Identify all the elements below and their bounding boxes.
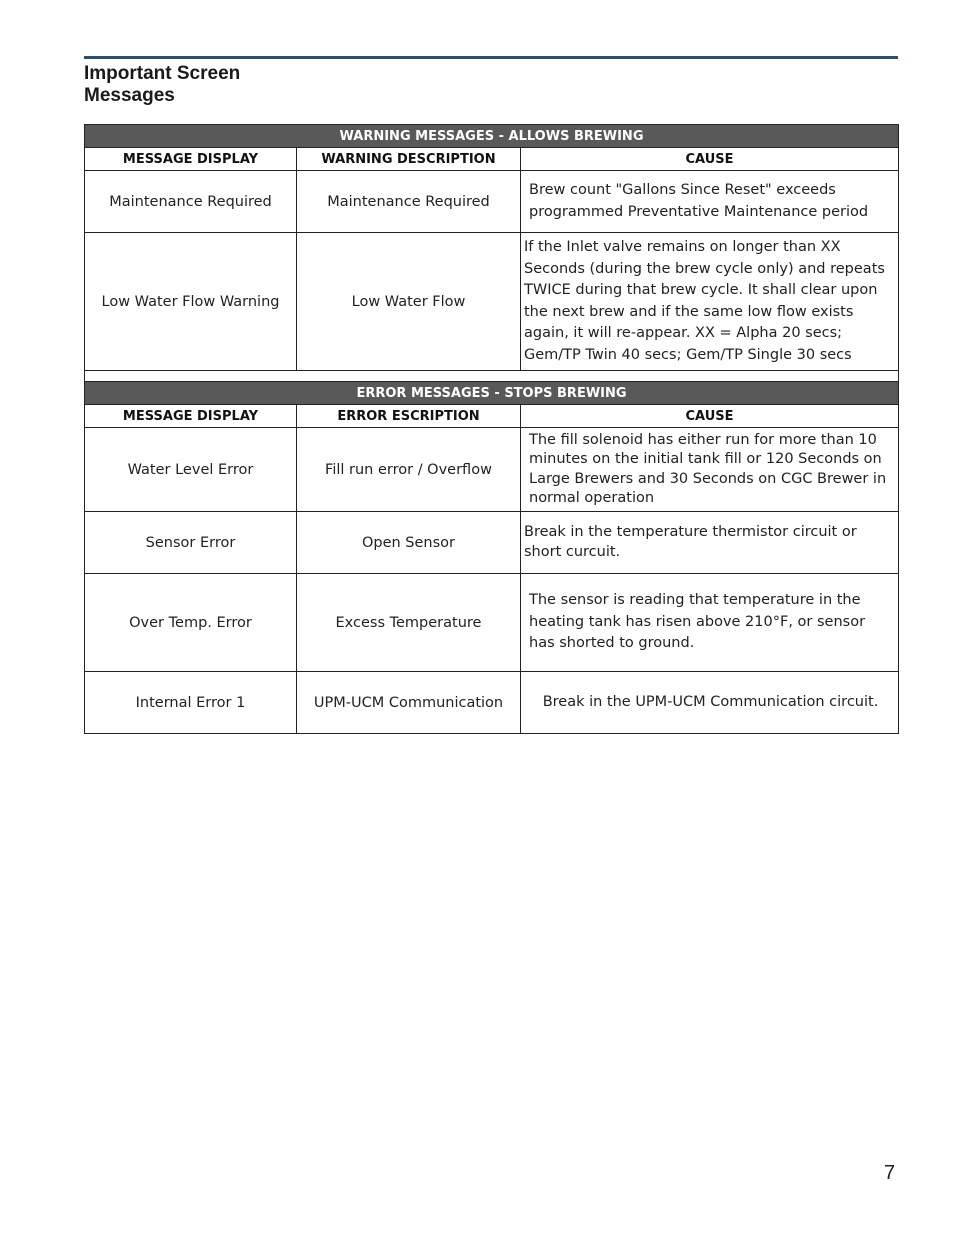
section-spacer-row <box>85 371 899 382</box>
description-cell: Low Water Flow <box>297 233 521 371</box>
description-cell: Fill run error / Overflow <box>297 428 521 512</box>
table-row <box>85 428 899 512</box>
page-title-line-2: Messages <box>84 85 175 106</box>
description-cell: Open Sensor <box>297 512 521 574</box>
warning-header-row <box>85 148 899 171</box>
top-rule <box>84 56 898 59</box>
cause-cell: The fill solenoid has either run for more than 10 minutes on the initial tank fill or 120 Seconds on Large Brewers and 30 Seconds on CGC Brewer in normal operation <box>521 428 899 512</box>
message-display-cell: Over Temp. Error <box>85 574 297 672</box>
cause-cell: The sensor is reading that temperature in the heating tank has risen above 210°F, or sensor has shorted to ground. <box>521 574 899 672</box>
description-cell: UPM-UCM Communication <box>297 672 521 734</box>
cause-cell: Break in the UPM-UCM Communication circuit. <box>521 672 899 734</box>
table-row <box>85 233 899 371</box>
column-header-message-display: MESSAGE DISPLAY <box>85 405 297 428</box>
table-row <box>85 574 899 672</box>
section-spacer <box>85 371 899 382</box>
warning-banner: WARNING MESSAGES - ALLOWS BREWING <box>85 125 899 148</box>
column-header-cause: CAUSE <box>521 148 899 171</box>
column-header-message-display: MESSAGE DISPLAY <box>85 148 297 171</box>
message-display-cell: Sensor Error <box>85 512 297 574</box>
description-cell: Excess Temperature <box>297 574 521 672</box>
warning-banner-row <box>85 125 899 148</box>
description-cell: Maintenance Required <box>297 171 521 233</box>
table-row <box>85 171 899 233</box>
message-display-cell: Low Water Flow Warning <box>85 233 297 371</box>
page-title-line-1: Important Screen <box>84 63 241 84</box>
page-title <box>84 63 240 107</box>
message-display-cell: Internal Error 1 <box>85 672 297 734</box>
cause-cell: Break in the temperature thermistor circuit or short curcuit. <box>521 512 899 574</box>
column-header-error-description: ERROR ESCRIPTION <box>297 405 521 428</box>
column-header-cause: CAUSE <box>521 405 899 428</box>
screen-messages-table <box>84 124 899 734</box>
table-row <box>85 512 899 574</box>
cause-cell: Brew count "Gallons Since Reset" exceeds programmed Preventative Maintenance period <box>521 171 899 233</box>
error-banner-row <box>85 382 899 405</box>
message-display-cell: Maintenance Required <box>85 171 297 233</box>
table-row <box>85 672 899 734</box>
cause-cell: If the Inlet valve remains on longer than XX Seconds (during the brew cycle only) and repeats TWICE during that brew cycle. It shall clear upon the next brew and if the same low flow exists again, it will re-appear. XX = Alpha 20 secs; Gem/TP Twin 40 secs; Gem/TP Single 30 secs <box>521 233 899 371</box>
error-banner: ERROR MESSAGES - STOPS BREWING <box>85 382 899 405</box>
column-header-warning-description: WARNING DESCRIPTION <box>297 148 521 171</box>
page-number: 7 <box>884 1162 896 1184</box>
error-header-row <box>85 405 899 428</box>
message-display-cell: Water Level Error <box>85 428 297 512</box>
